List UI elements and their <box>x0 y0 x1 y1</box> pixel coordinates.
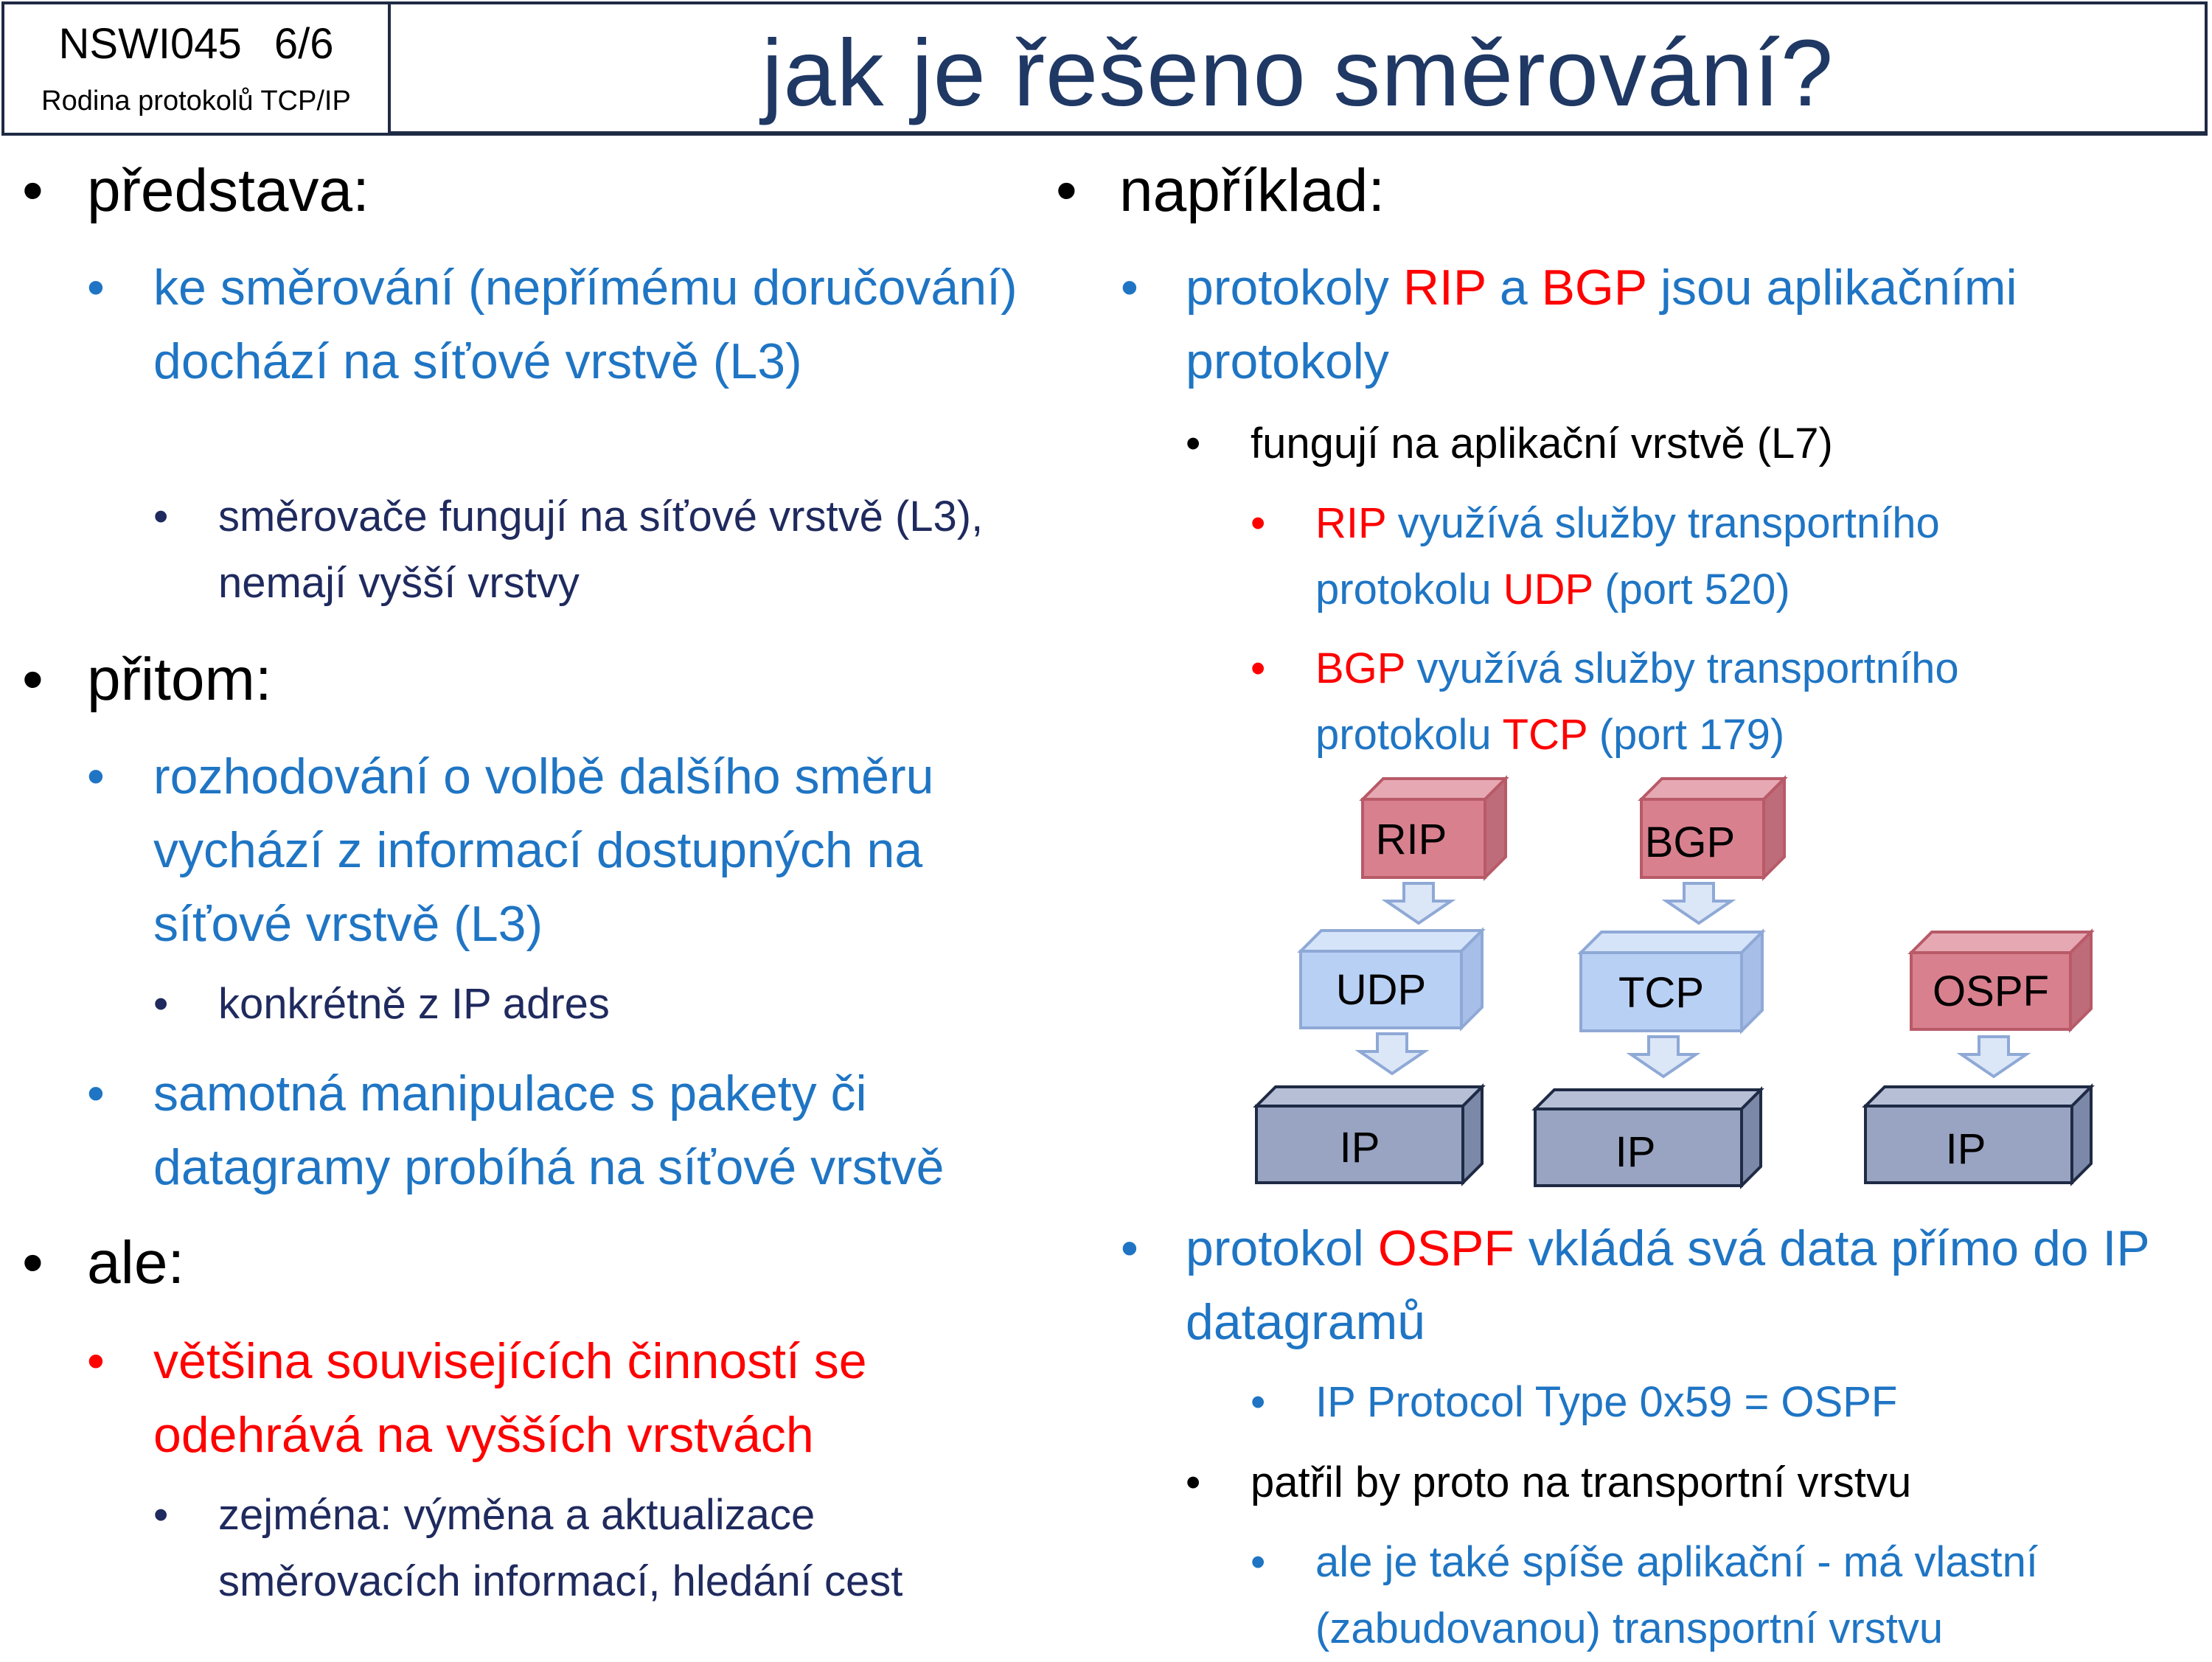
udp-label: UDP <box>1335 966 1427 1014</box>
bullet-dot: • <box>1251 1538 1266 1586</box>
section-heading: představa: <box>87 157 369 224</box>
ip-label: IP <box>1615 1128 1656 1176</box>
protocol-name: RIP <box>1315 499 1386 547</box>
course-code: NSWI045 <box>58 20 242 68</box>
text: jsou aplikačními protokoly <box>1186 260 2017 389</box>
ip-label: IP <box>1339 1124 1380 1172</box>
down-arrow-icon <box>1961 1037 2026 1077</box>
bullet-dot: • <box>1121 260 1138 316</box>
ip-box <box>1256 1087 1482 1183</box>
text: (port 520) <box>1593 566 1790 613</box>
text: protokoly <box>1186 260 1403 316</box>
bullet-dot: • <box>1251 1378 1266 1426</box>
bgp-box <box>1641 779 1784 877</box>
tcp-box <box>1581 932 1762 1031</box>
bullet-dot: • <box>1186 1458 1201 1506</box>
bullet-text: ke směrování (nepřímému doručování) dochází na síťové vrstvě (L3) <box>153 260 1018 389</box>
protocol-name: RIP <box>1402 260 1486 316</box>
rip-box <box>1363 779 1506 877</box>
bullet-text: ale je také spíše aplikační - má vlastní (zabudovanou) transportní vrstvu <box>1315 1538 2039 1652</box>
protocol-name: UDP <box>1503 566 1593 613</box>
bullet-text: patřil by proto na transportní vrstvu <box>1251 1458 1912 1506</box>
bullet-text <box>1186 1211 2188 1359</box>
bullet-dot: • <box>22 157 44 224</box>
course-name: Rodina protokolů TCP/IP <box>41 86 351 117</box>
ip-box <box>1535 1090 1761 1186</box>
protocol-name: OSPF <box>1377 1220 1514 1276</box>
down-arrow-icon <box>1360 1034 1425 1074</box>
ospf-label: OSPF <box>1933 967 2049 1015</box>
section-heading: ale: <box>87 1229 185 1296</box>
bullet-text: samotná manipulace s pakety či datagramy probíhá na síťové vrstvě <box>153 1065 945 1195</box>
bullet-dot: • <box>22 646 44 713</box>
protocol-name: TCP <box>1502 711 1587 759</box>
bullet-text: konkrétně z IP adres <box>218 980 610 1028</box>
bullet-text: většina souvisejících činností se odehrává na vyšších vrstvách <box>153 1333 867 1463</box>
down-arrow-icon <box>1631 1037 1696 1077</box>
bullet-text: fungují na aplikační vrstvě (L7) <box>1251 420 1833 467</box>
bullet-text: rozhodování o volbě dalšího směru vychází z informací dostupných na síťové vrstvě (L3) <box>153 748 934 952</box>
ospf-box <box>1911 932 2091 1029</box>
bullet-text: zejména: výměna a aktualizace směrovacích informací, hledání cest <box>218 1491 903 1605</box>
bullet-text: směrovače fungují na síťové vrstvě (L3), nemají vyšší vrstvy <box>218 493 984 607</box>
section-heading: například: <box>1119 157 1385 224</box>
ip-box <box>1865 1087 2091 1183</box>
text: (port 179) <box>1587 711 1785 759</box>
page-number: 6/6 <box>274 20 334 68</box>
bullet-text: IP Protocol Type 0x59 = OSPF <box>1315 1378 1898 1426</box>
bullet-dot: • <box>1251 499 1266 547</box>
text: využívá služby transportního protokolu <box>1315 499 1940 613</box>
bullet-dot: • <box>153 980 169 1028</box>
protocol-name: BGP <box>1541 260 1646 316</box>
text: vkládá svá data přímo do IP datagramů <box>1186 1220 2149 1350</box>
text: protokol <box>1186 1220 1378 1276</box>
bullet-dot: • <box>1251 644 1266 692</box>
rip-label: RIP <box>1375 816 1447 863</box>
bullet-dot: • <box>1121 1220 1138 1276</box>
section-heading: přitom: <box>87 646 272 713</box>
protocol-name: BGP <box>1315 644 1405 692</box>
text: využívá služby transportního protokolu <box>1315 644 1959 759</box>
bullet-dot: • <box>87 260 105 316</box>
down-arrow-icon <box>1666 883 1731 923</box>
bgp-label: BGP <box>1644 818 1736 866</box>
udp-box <box>1301 931 1482 1028</box>
tcp-label: TCP <box>1618 969 1704 1017</box>
bullet-dot: • <box>22 1229 44 1296</box>
bullet-dot: • <box>153 493 169 540</box>
bullet-dot: • <box>87 1065 105 1122</box>
page-title: jak je řešeno směrování? <box>761 21 1834 126</box>
text: a <box>1485 260 1542 316</box>
bullet-dot: • <box>87 748 105 804</box>
bullet-dot: • <box>1186 420 1201 467</box>
ip-label: IP <box>1945 1125 1986 1173</box>
bullet-dot: • <box>1056 157 1077 224</box>
bullet-dot: • <box>87 1333 105 1389</box>
down-arrow-icon <box>1386 883 1451 923</box>
bullet-dot: • <box>153 1491 169 1539</box>
